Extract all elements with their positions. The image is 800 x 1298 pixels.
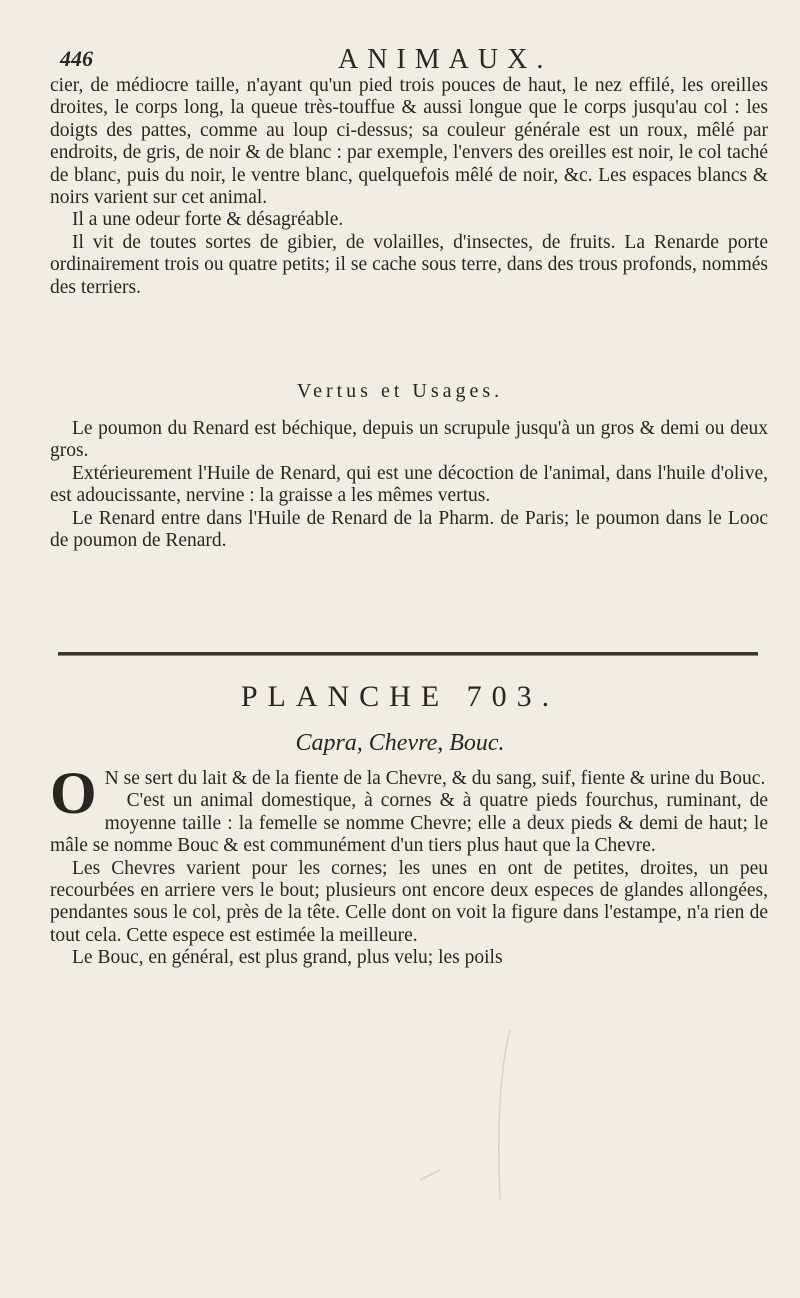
paper-stain-mark <box>400 1030 520 1200</box>
section-heading: Vertus et Usages. <box>296 380 504 402</box>
paragraph: Extérieurement l'Huile de Renard, qui est une décoction de l'animal, dans l'huile d'olive, est adoucissante, nervine : la graisse a les mêmes vertus. <box>50 462 768 507</box>
paragraph: Le poumon du Renard est béchique, depuis un scrupule jusqu'à un gros & demi ou deux gros. <box>50 418 768 462</box>
plate-subtitle-text: Capra, Chevre, Bouc. <box>295 730 505 756</box>
paragraph: Le Renard entre dans l'Huile de Renard de la Pharm. de Paris; le poumon dans le Looc de poumon de Renard. <box>50 507 768 552</box>
page-header <box>60 44 760 74</box>
page-number: 446 <box>60 46 93 71</box>
paragraph-text: N se sert du lait & de la fiente de la Chevre, & du sang, suif, fiente & urine du Bouc. <box>104 768 766 789</box>
fox-description <box>50 75 768 299</box>
running-title: ANIMAUX. <box>338 44 553 75</box>
plate-subtitle <box>0 730 800 757</box>
paragraph: Il vit de toutes sortes de gibier, de volailles, d'insectes, de fruits. La Renarde porte ordinairement trois ou quatre petits; il se cache sous terre, dans des trous profonds, nommés des terriers. <box>50 231 768 298</box>
drop-cap: O <box>50 760 97 826</box>
paragraph: Il a une odeur forte & désagréable. <box>72 209 344 231</box>
fox-virtues <box>50 418 768 552</box>
plate-title: PLANCHE 703. <box>240 680 560 713</box>
goat-description <box>50 760 768 970</box>
paragraph: Les Chevres varient pour les cornes; les unes en ont de petites, droites, un peu recourbées en arriere vers le bout; plusieurs ont encore deux especes de glandes allongées, pendantes sous le col, près de la tête. Celle dont on voit la figure dans l'estampe, n'a rien de tout cela. Cette espece est estimée la meilleure. <box>50 857 768 946</box>
paragraph: Le Bouc, en général, est plus grand, plus velu; les poils <box>72 947 503 969</box>
section-divider <box>58 652 758 656</box>
paragraph: C'est un animal domestique, à cornes & à quatre pieds fourchus, ruminant, de moyenne taille : la femelle se nomme Chevre; elle a deux pieds & demi de haut; le mâle se nomme Bouc & est communément d'un tiers plus haut que la Chevre. <box>50 790 768 857</box>
paragraph: cier, de médiocre taille, n'ayant qu'un pied trois pouces de haut, le nez effilé, les oreilles droites, le corps long, la queue très-touffue & aussi longue que le corps jusqu'au col : les doigts des pattes, comme au loup ci-dessus; sa couleur générale est un roux, mêlé par endroits, de gris, de noir & de blanc : par exemple, l'envers des oreilles est noir, le col taché de blanc, puis du noir, le ventre blanc, quelquefois mêlé de noir, &c. Les espaces blancs & noirs varient sur cet animal. <box>50 75 768 209</box>
